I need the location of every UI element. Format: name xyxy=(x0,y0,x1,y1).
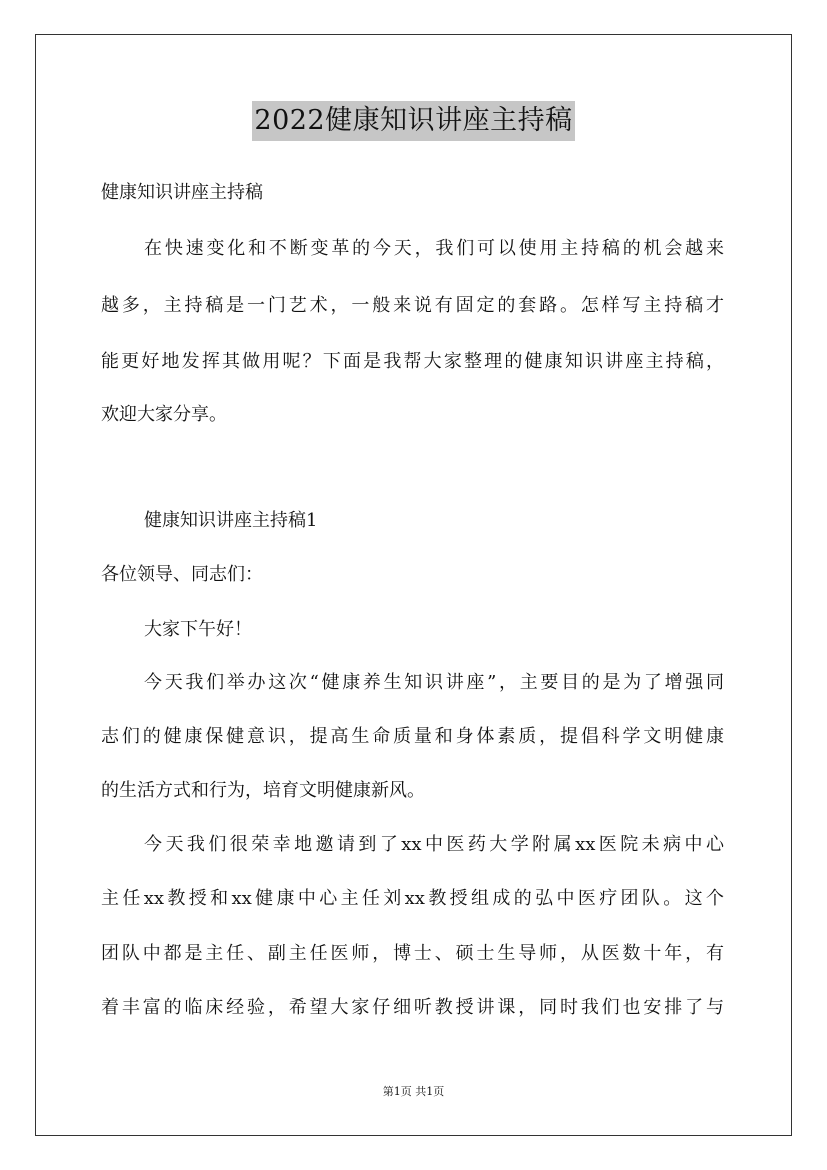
paragraph1-line-1: 今天我们举办这次“健康养生知识讲座”，主要目的是为了增强同 xyxy=(144,672,724,693)
intro-line-2: 越多，主持稿是一门艺术，一般来说有固定的套路。怎样写主持稿才 xyxy=(101,295,724,316)
paragraph2-line-4: 着丰富的临床经验，希望大家仔细听教授讲课，同时我们也安排了与 xyxy=(101,997,724,1018)
document-title: 2022健康知识讲座主持稿 xyxy=(252,101,574,141)
page-footer: 第1页 共1页 xyxy=(382,1085,445,1098)
paragraph2-line-1: 今天我们很荣幸地邀请到了xx中医药大学附属xx医院未病中心 xyxy=(144,834,724,855)
intro-line-1: 在快速变化和不断变革的今天，我们可以使用主持稿的机会越来 xyxy=(144,238,724,259)
salutation: 各位领导、同志们： xyxy=(101,564,263,585)
document-subtitle: 健康知识讲座主持稿 xyxy=(101,182,263,203)
paragraph2-line-2: 主任xx教授和xx健康中心主任刘xx教授组成的弘中医疗团队。这个 xyxy=(101,888,724,909)
greeting: 大家下午好！ xyxy=(144,619,252,640)
title-wrap xyxy=(0,101,827,141)
paragraph2-line-3: 团队中都是主任、副主任医师，博士、硕士生导师，从医数十年，有 xyxy=(101,943,724,964)
paragraph1-line-3: 的生活方式和行为，培育文明健康新风。 xyxy=(101,780,425,801)
paragraph1-line-2: 志们的健康保健意识，提高生命质量和身体素质，提倡科学文明健康 xyxy=(101,726,724,747)
intro-line-4: 欢迎大家分享。 xyxy=(101,404,227,425)
intro-line-3: 能更好地发挥其做用呢？下面是我帮大家整理的健康知识讲座主持稿， xyxy=(101,351,724,372)
section-heading: 健康知识讲座主持稿1 xyxy=(144,510,318,531)
